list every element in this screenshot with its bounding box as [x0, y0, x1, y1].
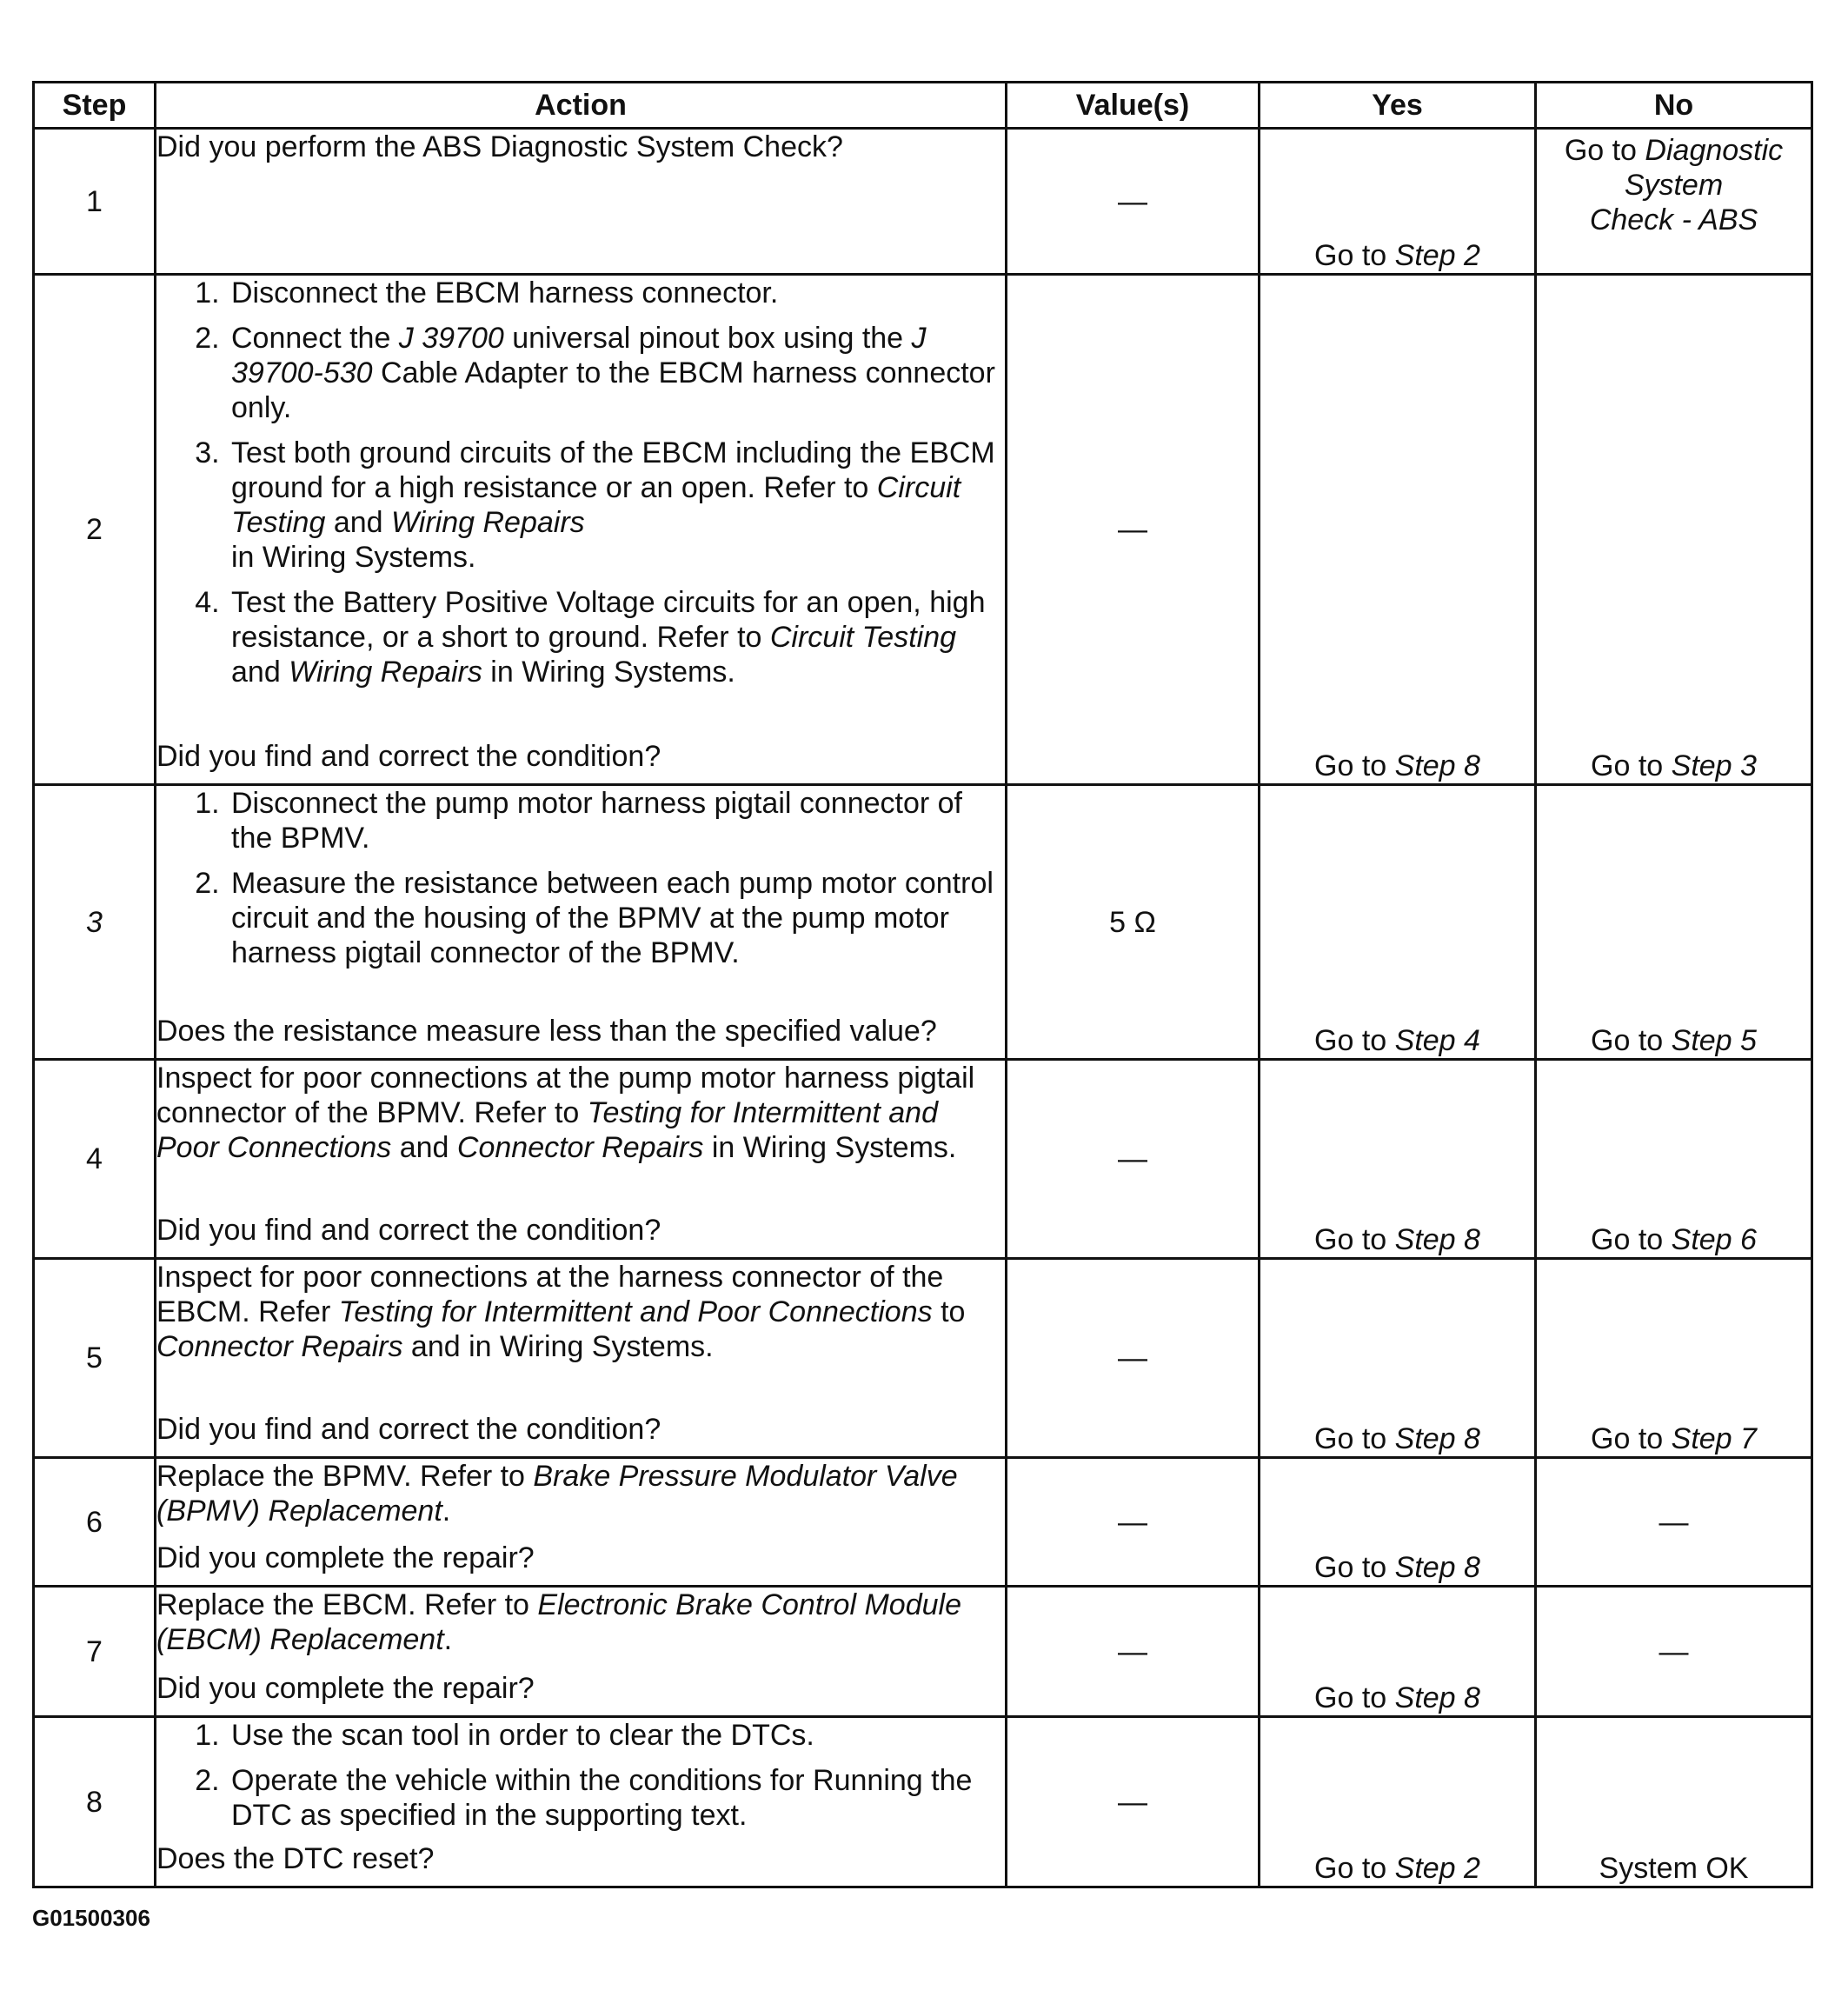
header-values: Value(s): [1007, 83, 1260, 129]
value-cell: —: [1007, 1587, 1260, 1717]
value-cell: —: [1007, 1458, 1260, 1587]
table-row: [34, 129, 1812, 275]
no-cell: Go to Diagnostic System Check - ABS: [1536, 129, 1812, 275]
instruction-list: [156, 786, 1005, 970]
action-cell: [156, 1458, 1007, 1587]
step-number: 4: [34, 1060, 156, 1259]
table-row: [34, 1259, 1812, 1458]
action-text: Replace the BPMV. Refer to Brake Pressure Modulator Valve (BPMV) Replacement.: [156, 1460, 958, 1528]
action-question: Does the resistance measure less than the specified value?: [156, 1015, 937, 1048]
header-no: No: [1536, 83, 1812, 129]
yes-cell: Go to Step 2: [1260, 1717, 1536, 1887]
step-link: Step 6: [1671, 1223, 1757, 1256]
action-cell: [156, 1259, 1007, 1458]
table-row: [34, 785, 1812, 1060]
action-cell: [156, 785, 1007, 1060]
step-number: 7: [34, 1587, 156, 1717]
action-cell: [156, 1060, 1007, 1259]
table-row: [34, 1587, 1812, 1717]
step-link: Step 8: [1394, 1422, 1480, 1455]
step-link: Step 3: [1671, 749, 1757, 782]
table-row: [34, 275, 1812, 785]
list-item: 1. Use the scan tool in order to clear the DTCs.: [228, 1718, 1005, 1753]
yes-cell: Go to Step 8: [1260, 1259, 1536, 1458]
figure-code: G01500306: [32, 1905, 150, 1931]
header-yes: Yes: [1260, 83, 1536, 129]
no-cell: —: [1536, 1458, 1812, 1587]
action-question: Did you find and correct the condition?: [156, 1214, 661, 1247]
action-cell: [156, 1587, 1007, 1717]
step-link: Step 5: [1671, 1024, 1757, 1057]
no-cell: Go to Step 5: [1536, 785, 1812, 1060]
list-item: 4. Test the Battery Positive Voltage circuits for an open, high resistance, or a short to ground. Refer to Circuit Testing and Wiring Repairs in Wiring Systems.: [228, 585, 1005, 689]
step-link: Step 4: [1394, 1024, 1480, 1057]
step-link: Step 8: [1394, 1681, 1480, 1714]
value-cell: —: [1007, 129, 1260, 275]
step-link: Step 8: [1394, 1223, 1480, 1256]
value-cell: —: [1007, 1060, 1260, 1259]
header-step: Step: [34, 83, 156, 129]
value-cell: —: [1007, 275, 1260, 785]
instruction-list: [156, 276, 1005, 689]
no-cell: —: [1536, 1587, 1812, 1717]
header-action: Action: [156, 83, 1007, 129]
step-link: Step 7: [1671, 1422, 1757, 1455]
value-cell: 5 Ω: [1007, 785, 1260, 1060]
list-item: 1. Disconnect the pump motor harness pigtail connector of the BPMV.: [228, 786, 1005, 855]
action-question: Did you complete the repair?: [156, 1541, 535, 1574]
yes-cell: Go to Step 4: [1260, 785, 1536, 1060]
yes-cell: Go to Step 8: [1260, 1587, 1536, 1717]
action-question: Does the DTC reset?: [156, 1842, 435, 1875]
yes-cell: Go to Step 8: [1260, 1060, 1536, 1259]
no-cell: Go to Step 7: [1536, 1259, 1812, 1458]
step-number: 6: [34, 1458, 156, 1587]
action-cell: [156, 129, 1007, 275]
yes-cell: Go to Step 2: [1260, 129, 1536, 275]
action-question: Did you complete the repair?: [156, 1672, 535, 1705]
header-row: [34, 83, 1812, 129]
section-link: Diagnostic: [1645, 134, 1784, 167]
step-number: 1: [34, 129, 156, 275]
step-link: Step 2: [1394, 1852, 1480, 1885]
step-number: 5: [34, 1259, 156, 1458]
table-row: [34, 1717, 1812, 1887]
action-cell: [156, 1717, 1007, 1887]
step-number: 8: [34, 1717, 156, 1887]
action-question: Did you find and correct the condition?: [156, 740, 661, 773]
step-number: 2: [34, 275, 156, 785]
list-item: 2. Measure the resistance between each pump motor control circuit and the housing of the BPMV at the pump motor harness pigtail connector of the BPMV.: [228, 866, 1005, 970]
table-row: [34, 1060, 1812, 1259]
list-item: 1. Disconnect the EBCM harness connector.: [228, 276, 1005, 310]
yes-cell: Go to Step 8: [1260, 1458, 1536, 1587]
action-text: Replace the EBCM. Refer to Electronic Brake Control Module (EBCM) Replacement.: [156, 1588, 961, 1656]
value-cell: —: [1007, 1717, 1260, 1887]
no-cell: Go to Step 6: [1536, 1060, 1812, 1259]
step-link: Step 8: [1394, 749, 1480, 782]
no-cell: Go to Step 3: [1536, 275, 1812, 785]
action-cell: [156, 275, 1007, 785]
action-text: Inspect for poor connections at the pump motor harness pigtail connector of the BPMV. Refer to Testing for Intermittent and Poor Connections and Connector Repairs in Wiring Systems.: [156, 1062, 975, 1164]
step-number: 3: [34, 785, 156, 1060]
list-item: 2. Connect the J 39700 universal pinout box using the J 39700-530 Cable Adapter to the EBCM harness connector only.: [228, 321, 1005, 425]
value-cell: —: [1007, 1259, 1260, 1458]
list-item: 2. Operate the vehicle within the conditions for Running the DTC as specified in the supporting text.: [228, 1763, 1005, 1833]
diagnostic-table: [32, 81, 1813, 1888]
list-item: 3. Test both ground circuits of the EBCM including the EBCM ground for a high resistance or an open. Refer to Circuit Testing and Wiring Repairs in Wiring Systems.: [228, 436, 1005, 575]
action-text: Inspect for poor connections at the harness connector of the EBCM. Refer Testing for Intermittent and Poor Connections to Connector Repairs and in Wiring Systems.: [156, 1261, 966, 1363]
table-row: [34, 1458, 1812, 1587]
instruction-list: [156, 1718, 1005, 1833]
action-question: Did you perform the ABS Diagnostic System Check?: [156, 130, 843, 163]
no-cell: System OK: [1536, 1717, 1812, 1887]
step-link: Step 2: [1394, 239, 1480, 272]
step-link: Step 8: [1394, 1551, 1480, 1584]
action-question: Did you find and correct the condition?: [156, 1413, 661, 1446]
yes-cell: Go to Step 8: [1260, 275, 1536, 785]
